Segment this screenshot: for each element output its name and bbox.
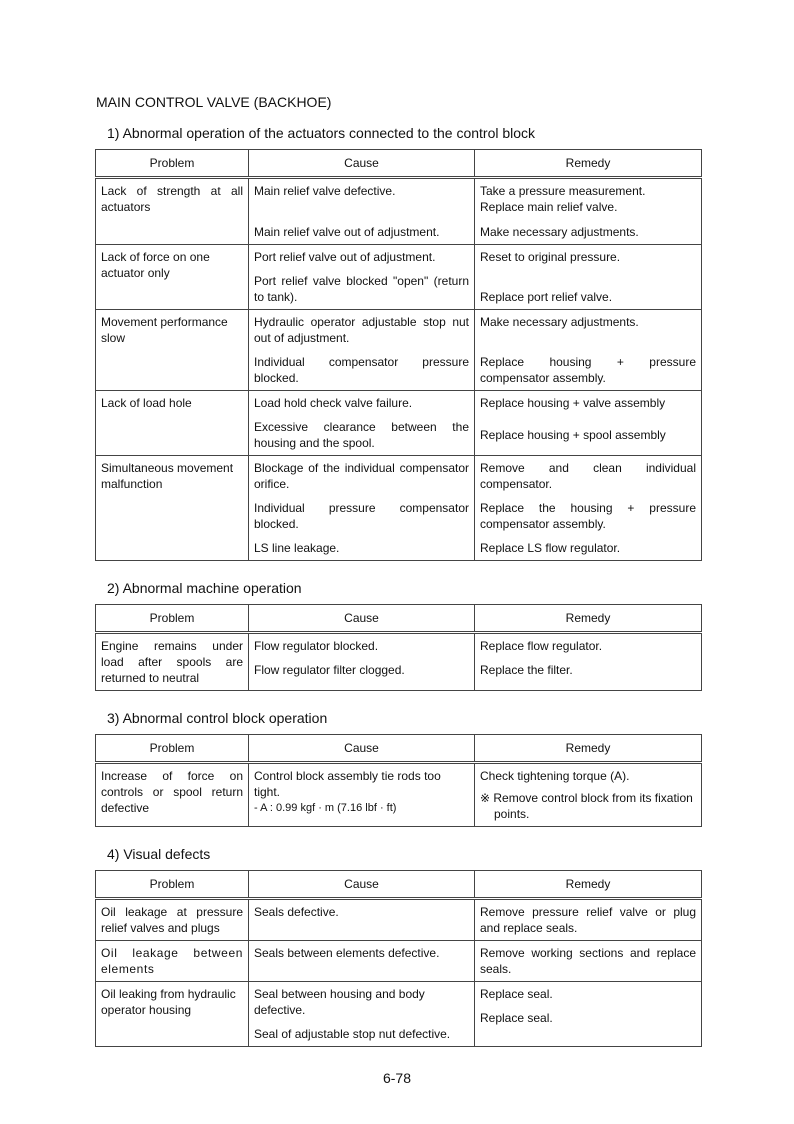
cause-cell: [249, 982, 475, 1047]
remedy-text: Replace LS flow regulator.: [480, 541, 621, 555]
cause-text: Seal of adjustable stop nut defective.: [254, 1027, 451, 1041]
cause-cell: [249, 456, 475, 561]
table-visual-defects: [95, 870, 702, 1047]
header-remedy: Remedy: [475, 605, 702, 633]
cause-text: Individual compensator pressure blocked.: [254, 355, 469, 385]
table-actuators: [95, 149, 702, 561]
cause-text: Flow regulator filter clogged.: [254, 663, 405, 677]
cause-text: Control block assembly tie rods too tight.: [254, 769, 441, 799]
cause-cell: [249, 763, 475, 827]
problem-cell: Oil leakage between elements: [96, 941, 249, 982]
remedy-text: Replace main relief valve.: [480, 200, 618, 214]
remedy-text: Replace housing + valve assembly: [480, 396, 666, 410]
cause-text: Port relief valve out of adjustment.: [254, 250, 436, 264]
remedy-cell: [475, 391, 702, 456]
remedy-text: Replace flow regulator.: [480, 639, 603, 653]
problem-cell: Lack of load hole: [96, 391, 249, 456]
remedy-cell: [475, 310, 702, 391]
cause-cell: [249, 245, 475, 310]
cause-cell: Seals between elements defective.: [249, 941, 475, 982]
cause-cell: [249, 178, 475, 245]
table-row: [96, 763, 702, 827]
header-problem: Problem: [96, 605, 249, 633]
cause-text: Blockage of the individual compensator orifice.: [254, 461, 469, 491]
table-row: [96, 633, 702, 691]
remedy-cell: [475, 982, 702, 1047]
header-cause: Cause: [249, 605, 475, 633]
cause-text: Hydraulic operator adjustable stop nut out of adjustment.: [254, 315, 469, 345]
table-row: [96, 391, 702, 456]
remedy-text: Replace housing + spool assembly: [480, 428, 666, 442]
remedy-text: Replace port relief valve.: [480, 290, 613, 304]
remedy-cell: [475, 178, 702, 245]
remedy-text: Check tightening torque (A).: [480, 769, 630, 783]
section-4-title: 4) Visual defects: [107, 846, 211, 862]
table-row: [96, 178, 702, 245]
problem-cell: Lack of strength at all actuators: [96, 178, 249, 245]
cause-text: - A : 0.99 kgf · m (7.16 lbf · ft): [254, 802, 397, 814]
table-header-row: [96, 871, 702, 899]
remedy-text: Reset to original pressure.: [480, 250, 621, 264]
problem-cell: Movement performance slow: [96, 310, 249, 391]
table-row: [96, 310, 702, 391]
cause-text: Excessive clearance between the housing and the spool.: [254, 420, 469, 450]
remedy-text: Make necessary adjustments.: [480, 315, 639, 329]
cause-text: Main relief valve out of adjustment.: [254, 225, 440, 239]
remedy-cell: Remove pressure relief valve or plug and replace seals.: [475, 899, 702, 941]
problem-cell: Simultaneous movement malfunction: [96, 456, 249, 561]
remedy-text: Replace seal.: [480, 987, 553, 1001]
cause-cell: [249, 310, 475, 391]
table-header-row: [96, 605, 702, 633]
header-problem: Problem: [96, 735, 249, 763]
remedy-cell: [475, 633, 702, 691]
section-2-title: 2) Abnormal machine operation: [107, 580, 302, 596]
remedy-text: Remove and clean individual compensator.: [480, 461, 696, 491]
table-header-row: [96, 735, 702, 763]
cause-cell: [249, 633, 475, 691]
remedy-text: Take a pressure measurement.: [480, 184, 646, 198]
cause-cell: [249, 391, 475, 456]
problem-cell: Oil leakage at pressure relief valves and plugs: [96, 899, 249, 941]
remedy-text: Replace the housing + pressure compensator assembly.: [480, 501, 696, 531]
remedy-text: Make necessary adjustments.: [480, 225, 639, 239]
header-remedy: Remedy: [475, 150, 702, 178]
problem-cell: Oil leaking from hydraulic operator housing: [96, 982, 249, 1047]
problem-cell: Increase of force on controls or spool return defective: [96, 763, 249, 827]
remedy-text: Replace the filter.: [480, 663, 573, 677]
problem-cell: Lack of force on one actuator only: [96, 245, 249, 310]
header-remedy: Remedy: [475, 735, 702, 763]
remedy-text: Replace housing + pressure compensator assembly.: [480, 355, 696, 385]
header-problem: Problem: [96, 150, 249, 178]
header-cause: Cause: [249, 735, 475, 763]
cause-text: LS line leakage.: [254, 541, 340, 555]
table-machine-operation: [95, 604, 702, 691]
section-1-title: 1) Abnormal operation of the actuators connected to the control block: [107, 125, 536, 141]
cause-text: Load hold check valve failure.: [254, 396, 413, 410]
remedy-text: Replace seal.: [480, 1011, 553, 1025]
page-title: MAIN CONTROL VALVE (BACKHOE): [96, 94, 332, 110]
remedy-cell: [475, 456, 702, 561]
page-number: 6-78: [382, 1070, 412, 1086]
table-row: [96, 982, 702, 1047]
section-3-title: 3) Abnormal control block operation: [107, 710, 328, 726]
problem-cell: Engine remains under load after spools are returned to neutral: [96, 633, 249, 691]
cause-text: Main relief valve defective.: [254, 184, 396, 198]
remedy-cell: [475, 763, 702, 827]
cause-text: Seal between housing and body defective.: [254, 987, 425, 1017]
header-problem: Problem: [96, 871, 249, 899]
header-cause: Cause: [249, 150, 475, 178]
header-cause: Cause: [249, 871, 475, 899]
table-row: [96, 899, 702, 941]
header-remedy: Remedy: [475, 871, 702, 899]
remedy-note: ※ Remove control block from its fixation points.: [480, 791, 693, 821]
cause-text: Port relief valve blocked "open" (return to tank).: [254, 274, 469, 304]
table-row: [96, 456, 702, 561]
table-header-row: [96, 150, 702, 178]
table-row: [96, 245, 702, 310]
cause-text: Individual pressure compensator blocked.: [254, 501, 469, 531]
remedy-cell: [475, 245, 702, 310]
table-row: [96, 941, 702, 982]
remedy-cell: Remove working sections and replace seals.: [475, 941, 702, 982]
cause-cell: Seals defective.: [249, 899, 475, 941]
cause-text: Flow regulator blocked.: [254, 639, 379, 653]
table-control-block: [95, 734, 702, 827]
